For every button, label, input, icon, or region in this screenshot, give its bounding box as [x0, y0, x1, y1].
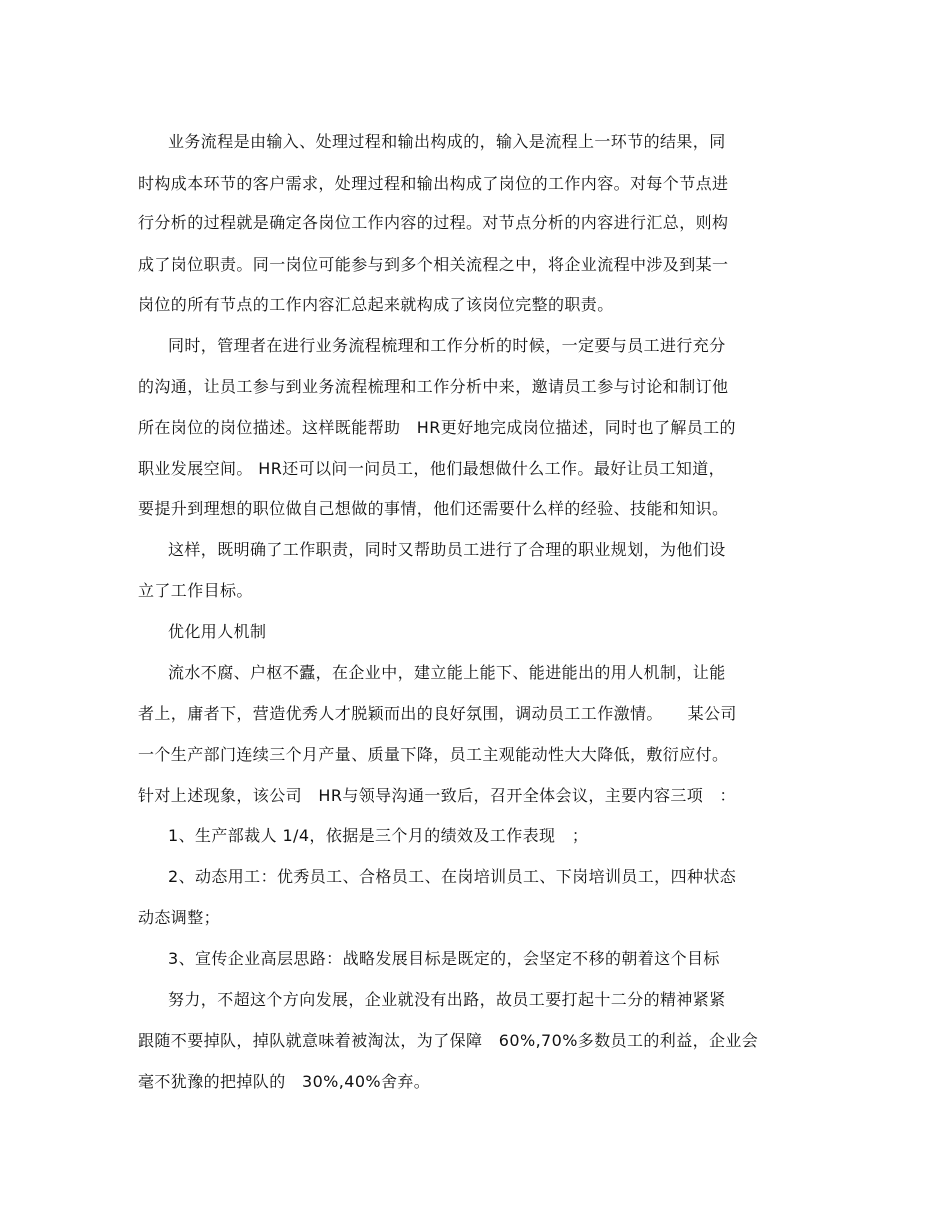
list-item: 3、宣传企业高层思路：战略发展目标是既定的，会坚定不移的朝着这个目标: [168, 949, 720, 968]
text-line: 一个生产部门连续三个月产量、质量下降，员工主观能动性大大降低，敷衍应付。: [138, 745, 729, 764]
text-line: 者上，庸者下，营造优秀人才脱颖而出的良好氛围，调动员工工作激情。 某公司: [138, 704, 737, 723]
text-line: 业务流程是由输入、处理过程和输出构成的，输入是流程上一环节的结果，同: [168, 132, 726, 151]
text-line: 时构成本环节的客户需求，处理过程和输出构成了岗位的工作内容。对每个节点进: [138, 174, 729, 193]
text-line: 要提升到理想的职位做自己想做的事情，他们还需要什么样的经验、技能和知识。: [138, 499, 729, 518]
list-item: 动态调整；: [138, 908, 221, 927]
text-line: 针对上述现象，该公司 HR与领导沟通一致后，召开全体会议，主要内容三项 ：: [138, 786, 736, 805]
text-line: 跟随不要掉队，掉队就意味着被淘汰，为了保障 60%,70%多数员工的利益，企业会: [138, 1031, 759, 1050]
text-line: 岗位的所有节点的工作内容汇总起来就构成了该岗位完整的职责。: [138, 295, 614, 314]
list-item: 1、生产部裁人 1/4，依据是三个月的绩效及工作表现 ；: [168, 826, 589, 845]
text-line: 的沟通，让员工参与到业务流程梳理和工作分析中来，邀请员工参与讨论和制订他: [138, 377, 729, 396]
text-line: 毫不犹豫的把掉队的 30%,40%舍弃。: [138, 1072, 431, 1091]
text-line: 这样，既明确了工作职责，同时又帮助员工进行了合理的职业规划，为他们设: [168, 540, 726, 559]
text-line: 流水不腐、户枢不蠹，在企业中，建立能上能下、能进能出的用人机制，让能: [168, 663, 726, 682]
list-item: 2、动态用工：优秀员工、合格员工、在岗培训员工、下岗培训员工，四种状态: [168, 867, 737, 886]
text-line: 立了工作目标。: [138, 581, 253, 600]
text-line: 努力，不超这个方向发展，企业就没有出路，故员工要打起十二分的精神紧紧: [168, 990, 726, 1009]
text-line: 职业发展空间。 HR还可以问一问员工，他们最想做什么工作。最好让员工知道，: [138, 459, 726, 478]
text-line: 行分析的过程就是确定各岗位工作内容的过程。对节点分析的内容进行汇总，则构: [138, 213, 729, 232]
text-line: 所在岗位的岗位描述。这样既能帮助 HR更好地完成岗位描述，同时也了解员工的: [138, 418, 736, 437]
text-line: 成了岗位职责。同一岗位可能参与到多个相关流程之中，将企业流程中涉及到某一: [138, 255, 729, 274]
text-line: 同时，管理者在进行业务流程梳理和工作分析的时候，一定要与员工进行充分: [168, 336, 726, 355]
section-heading: 优化用人机制: [168, 622, 267, 641]
